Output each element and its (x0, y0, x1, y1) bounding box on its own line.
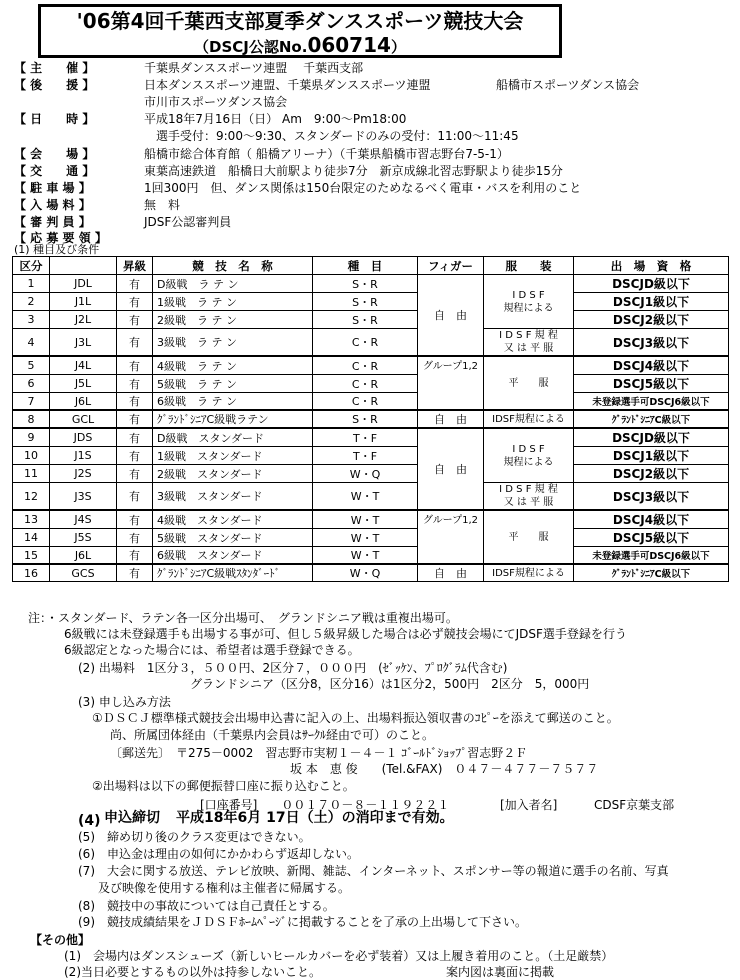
cell-eligibility: DSCJ5級以下 (574, 529, 729, 547)
cell-eligibility: DSCJ1級以下 (574, 447, 729, 465)
cell-ev: W・Q (313, 465, 418, 483)
table-header-row: 区分 昇級 競 技 名 称 種 目 フィガー 服 装 出 場 資 格 (13, 257, 729, 275)
note-line: 平成18年6月 17日（土）の消印まで有効。 (176, 810, 454, 826)
note-line: (2) 出場料 1区分３，５００円、2区分７，０００円 (ｾﾞｯｹﾝ、ﾌﾟﾛｸﾞﾗﾑ代含む) (78, 661, 508, 675)
cell-name: 6級戦 ラ テ ン (153, 393, 313, 411)
cell-name: D級戦 スタンダード (153, 428, 313, 447)
cell-up: 有 (117, 393, 153, 411)
cell-code: J1S (50, 447, 117, 465)
cell-code: J4S (50, 510, 117, 529)
cell-figure: 自 由 (418, 275, 484, 357)
cell-code: GCL (50, 410, 117, 428)
table-row (13, 311, 729, 329)
cell-ev: S・R (313, 275, 418, 293)
cell-code: J6L (50, 547, 117, 565)
cell-up: 有 (117, 375, 153, 393)
cell-up: 有 (117, 329, 153, 357)
note-line: (1) 会場内はダンスシューズ（新しいヒールカバーを必ず装着）又は上履き着用のこと。（土足厳禁） (64, 949, 614, 963)
cell-name: 4級戦 スタンダード (153, 510, 313, 529)
cell-attire: I D S F 規程による (484, 275, 574, 329)
table-row (13, 410, 729, 428)
cell-figure: グループ1,2 (418, 356, 484, 410)
cell-n: 10 (13, 447, 50, 465)
cell-up: 有 (117, 293, 153, 311)
cell-ev: W・T (313, 529, 418, 547)
table-row (13, 564, 729, 582)
cell-n: 7 (13, 393, 50, 411)
cell-name: 1級戦 スタンダード (153, 447, 313, 465)
cell-code: JDL (50, 275, 117, 293)
cell-name: 2級戦 スタンダード (153, 465, 313, 483)
note-line: (7) 大会に関する放送、テレビ放映、新聞、雑誌、インターネット、スポンサー等の報道に選手の名前、写真 (78, 864, 669, 878)
cell-attire: I D S F 規程による (484, 428, 574, 483)
table-row (13, 356, 729, 375)
cell-attire: IDSF規程による (484, 410, 574, 428)
event-subtitle: （DSCJ公認No.060714） (194, 33, 406, 57)
cell-ev: W・T (313, 547, 418, 565)
table-row (13, 465, 729, 483)
note-line: ②出場料は以下の郵便振替口座に振り込むこと。 (92, 779, 355, 793)
cell-n: 4 (13, 329, 50, 357)
cell-eligibility: DSCJ4級以下 (574, 356, 729, 375)
table-row (13, 329, 729, 357)
note-line: 申込締切 (104, 810, 160, 826)
cell-eligibility: DSCJD級以下 (574, 428, 729, 447)
table-row (13, 529, 729, 547)
cell-eligibility: DSCJ2級以下 (574, 311, 729, 329)
cell-ev: W・T (313, 483, 418, 511)
cell-code: J2L (50, 311, 117, 329)
table-row (13, 375, 729, 393)
table-row (13, 547, 729, 565)
note-line: 【その他】 (30, 933, 91, 947)
cell-ev: C・R (313, 393, 418, 411)
cell-figure: 自 由 (418, 428, 484, 510)
cell-up: 有 (117, 564, 153, 582)
note-line: (9) 競技成績結果をＪＤＳＦﾎｰﾑﾍﾟｰｼﾞに掲載することを了承の上出場して下さい。 (78, 915, 528, 929)
note-line: CDSF京葉支部 (594, 798, 675, 812)
table-row (13, 483, 729, 511)
cell-figure: グループ1,2 (418, 510, 484, 564)
event-title: '06第4回千葉西支部夏季ダンススポーツ競技大会 (76, 9, 524, 33)
cell-n: 15 (13, 547, 50, 565)
cell-eligibility: 未登録選手可DSCJ6級以下 (574, 393, 729, 411)
cell-n: 16 (13, 564, 50, 582)
note-line: (6) 申込金は理由の如何にかかわらず返却しない。 (78, 847, 360, 861)
cell-ev: C・R (313, 356, 418, 375)
cell-attire: I D S F 規 程 又 は 平 服 (484, 329, 574, 357)
cell-up: 有 (117, 410, 153, 428)
cell-ev: W・T (313, 510, 418, 529)
table-row (13, 393, 729, 411)
cell-attire: IDSF規程による (484, 564, 574, 582)
cell-n: 2 (13, 293, 50, 311)
cell-name: 5級戦 スタンダード (153, 529, 313, 547)
cell-up: 有 (117, 275, 153, 293)
cell-code: J1L (50, 293, 117, 311)
cell-code: J4L (50, 356, 117, 375)
note-line: 及び映像を使用する権利は主催者に帰属する。 (98, 881, 351, 895)
cell-eligibility: 未登録選手可DSCJ6級以下 (574, 547, 729, 565)
cell-name: ｸﾞﾗﾝﾄﾞｼﾆｱC級戦ｽﾀﾝﾀﾞｰﾄﾞ (153, 564, 313, 582)
cell-attire: 平 服 (484, 356, 574, 410)
cell-up: 有 (117, 311, 153, 329)
cell-n: 9 (13, 428, 50, 447)
note-line: 6級認定となった場合には、希望者は選手登録できる。 (64, 643, 360, 657)
note-line: [口座番号] ００１７０－８－１１９２２１ (200, 798, 450, 812)
cell-eligibility: ｸﾞﾗﾝﾄﾞｼﾆｱC級以下 (574, 564, 729, 582)
note-line: 坂 本 恵 俊 (Tel.&FAX) ０４７－４７７－７５７７ (290, 762, 599, 776)
cell-n: 8 (13, 410, 50, 428)
cell-eligibility: ｸﾞﾗﾝﾄﾞｼﾆｱC級以下 (574, 410, 729, 428)
cell-code: JDS (50, 428, 117, 447)
note-line: グランドシニア（区分8，区分16）は1区分2，500円 2区分 5，000円 (190, 677, 590, 691)
cell-n: 5 (13, 356, 50, 375)
cell-code: J5S (50, 529, 117, 547)
cell-up: 有 (117, 483, 153, 511)
cell-name: D級戦 ラ テ ン (153, 275, 313, 293)
cell-code: J3L (50, 329, 117, 357)
cell-ev: C・R (313, 329, 418, 357)
cell-name: ｸﾞﾗﾝﾄﾞｼﾆｱC級戦ラテン (153, 410, 313, 428)
cell-name: 3級戦 スタンダード (153, 483, 313, 511)
cell-figure: 自 由 (418, 564, 484, 582)
cell-up: 有 (117, 547, 153, 565)
cell-ev: T・F (313, 447, 418, 465)
note-line: 注：・スタンダード、ラテン各一区分出場可、 グランドシニア戦は重複出場可。 (28, 611, 458, 625)
note-line: (5) 締め切り後のクラス変更はできない。 (78, 830, 311, 844)
cell-n: 13 (13, 510, 50, 529)
cell-eligibility: DSCJ5級以下 (574, 375, 729, 393)
events-table (12, 256, 729, 582)
cell-name: 2級戦 ラ テ ン (153, 311, 313, 329)
note-line: [加入者名] (500, 798, 558, 812)
cell-name: 6級戦 スタンダード (153, 547, 313, 565)
cell-ev: W・Q (313, 564, 418, 582)
cell-n: 12 (13, 483, 50, 511)
cell-code: J6L (50, 393, 117, 411)
cell-figure: 自 由 (418, 410, 484, 428)
table-row (13, 275, 729, 293)
cell-eligibility: DSCJ2級以下 (574, 465, 729, 483)
cell-n: 3 (13, 311, 50, 329)
cell-code: J3S (50, 483, 117, 511)
cell-eligibility: DSCJ3級以下 (574, 483, 729, 511)
cell-n: 6 (13, 375, 50, 393)
cell-name: 1級戦 ラ テ ン (153, 293, 313, 311)
cell-ev: S・R (313, 410, 418, 428)
cell-up: 有 (117, 356, 153, 375)
note-line: (4) (78, 813, 101, 829)
cell-n: 11 (13, 465, 50, 483)
cell-up: 有 (117, 447, 153, 465)
cell-ev: S・R (313, 311, 418, 329)
note-line: (2)当日必要とするもの以外は持参しないこと。 (64, 965, 321, 979)
table-row (13, 510, 729, 529)
table-row (13, 428, 729, 447)
cell-n: 14 (13, 529, 50, 547)
table-row (13, 293, 729, 311)
cell-eligibility: DSCJD級以下 (574, 275, 729, 293)
approval-number: 060714 (307, 33, 391, 57)
cell-eligibility: DSCJ4級以下 (574, 510, 729, 529)
cell-n: 1 (13, 275, 50, 293)
title-box (38, 4, 562, 58)
cell-up: 有 (117, 529, 153, 547)
table-row (13, 447, 729, 465)
note-line: 〔郵送先〕 〒275－0002 習志野市実籾１－４－１ ｺﾞｰﾙﾄﾞｼｮｯﾌﾟ習志野２Ｆ (110, 746, 528, 760)
section-events-label: (1) 種目及び条件 (14, 243, 100, 256)
note-line: 尚、所属団体経由（千葉県内会員はｻｰｸﾙ経由で可）のこと。 (110, 728, 435, 742)
cell-up: 有 (117, 428, 153, 447)
cell-attire: I D S F 規 程 又 は 平 服 (484, 483, 574, 511)
cell-eligibility: DSCJ3級以下 (574, 329, 729, 357)
cell-name: 4級戦 ラ テ ン (153, 356, 313, 375)
cell-up: 有 (117, 510, 153, 529)
cell-name: 5級戦 ラ テ ン (153, 375, 313, 393)
cell-code: J2S (50, 465, 117, 483)
cell-ev: S・R (313, 293, 418, 311)
cell-name: 3級戦 ラ テ ン (153, 329, 313, 357)
note-line: 案内図は裏面に掲載 (446, 965, 555, 979)
note-line: (8) 競技中の事故については自己責任とする。 (78, 899, 335, 913)
cell-attire: 平 服 (484, 510, 574, 564)
cell-code: GCS (50, 564, 117, 582)
note-line: (3) 申し込み方法 (78, 695, 171, 709)
cell-code: J5L (50, 375, 117, 393)
cell-ev: C・R (313, 375, 418, 393)
note-line: ①ＤＳＣＪ標準様式競技会出場申込書に記入の上、出場料振込領収書のｺﾋﾟｰを添えて郵送のこと。 (92, 711, 619, 725)
cell-eligibility: DSCJ1級以下 (574, 293, 729, 311)
cell-ev: T・F (313, 428, 418, 447)
note-line: 6級戦には未登録選手も出場する事が可、但し５級昇級した場合は必ず競技会場にてJDSF選手登録を行う (64, 627, 627, 641)
cell-up: 有 (117, 465, 153, 483)
